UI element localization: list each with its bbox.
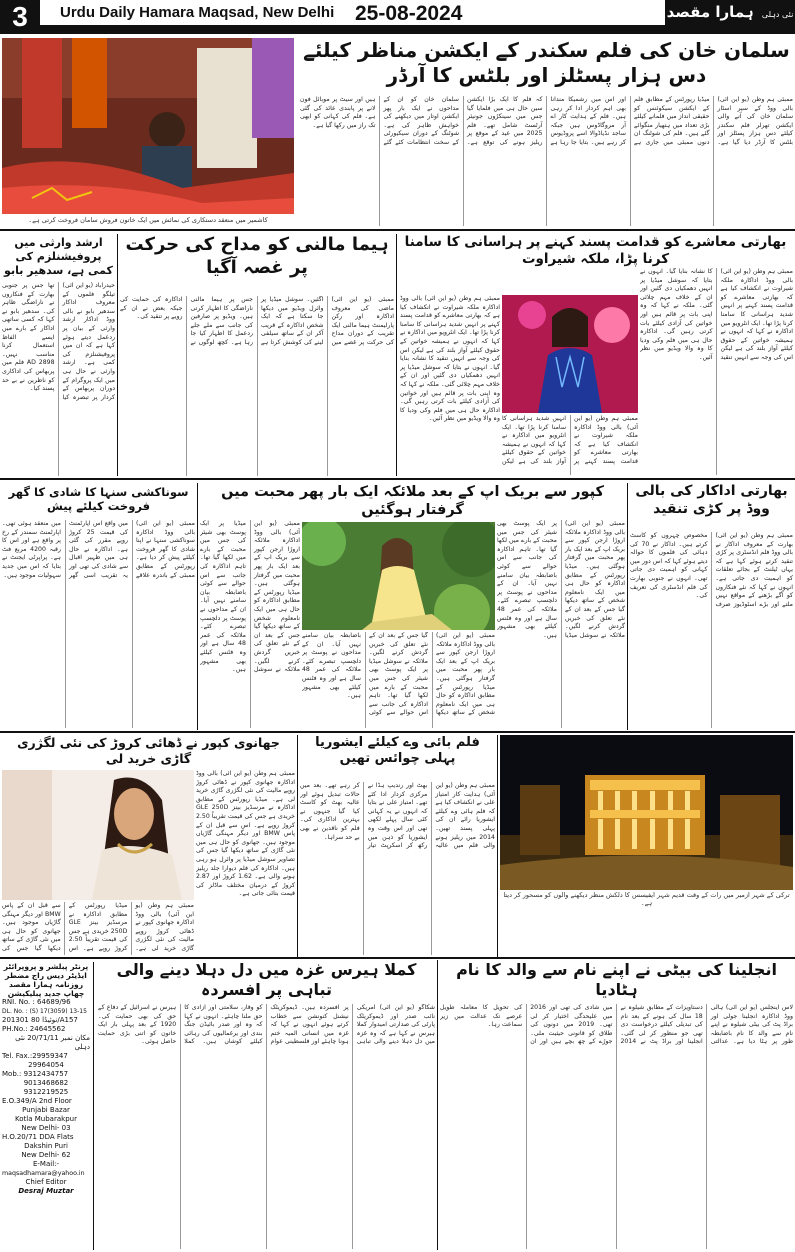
- newspaper-logo: [665, 0, 795, 25]
- divider: [497, 735, 498, 957]
- bazaar-photo-caption: کاشمیر میں منعقد دستکاری کی نمائش میں ایک خاتون فروش سامان فروخت کرتی ہے۔: [28, 216, 268, 224]
- janhvi-body-left: ممبئی ہم وطن (یو این آئی) بالی ووڈ اداکارہ جھانوی کپور نے ڈھائی کروڑ روپے مالیت کی نئی لگژری گاڑی خرید لی ہے۔ میڈیا رپورٹس کے مطابق اداکارہ نے مرسڈیز بینز GLE 250D خریدی ہے جس کی قیمت تقریباً 2.50 کروڑ روپے ہے۔ اس سے قبل ان کے پاس BMW اور دیگر مہنگی گاڑیاں موجود ہیں۔ جھانوی کو حال ہی میں نئی گاڑی کے ساتھ دیکھا گیا جس کی: [2, 902, 194, 952]
- imprint-line: New Delhi- 03: [21, 1124, 71, 1132]
- masthead-bar: [40, 25, 795, 34]
- angelina-headline: انجلینا کی بیٹی نے اپنے نام سے والد کا نام ہٹادیا: [456, 960, 777, 999]
- imprint-line: Kotla Mubarakpur: [15, 1115, 77, 1123]
- mallika-headline: بھارتی معاشرے کو قدامت پسند کہنے پر ہراسانی کا سامنا کرنا پڑا، ملکہ شیراوت: [404, 234, 787, 267]
- imprint-line: مکان نمبر 20/71/11 نئی دہلی: [15, 1034, 90, 1051]
- mallika-body-right: ممبئی ہم وطن (یو این آئی) بالی ووڈ اداکارہ ملکہ شیراوت نے انکشاف کیا ہے کہ بھارتی معاشرے کو قدامت پسند کہنے پر انہیں شدید ہراسانی کا سامنا کرنا پڑا تھا۔ ایک انٹرویو میں اداکارہ نے کہا کہ انہوں نے ہمیشہ خواتین کے حقوق کیلئے آواز بلند کی ہے لیکن اس کی وجہ سے انہیں تنقید کا نشانہ بنایا گیا۔ انہوں نے بتایا کہ سوشل میڈیا پر انہیں دھمکیاں دی گئیں اور ان کے خلاف مہم چلائی گئی۔ ملکہ نے کہا کہ وہ اپنی بات پر قائم ہیں اور خواتین کی آزادی کیلئے بات کرتی رہیں گی۔ اداکارہ حال ہی میں فلم وکی ودیا کا وہ والا ویڈیو میں نظر آئیں۔: [640, 268, 793, 361]
- bazaar-photo: [2, 38, 294, 214]
- aishwarya-body: ممبئی ہم وطن (یو این آئی) ہدایت کار امتیاز علی نے انکشاف کیا ہے کہ فلم ہائی وے کیلئے ایشوریا رائے ان کی پہلی پسند تھیں۔ 2014 میں ریلیز ہونے والی فلم میں عالیہ بھٹ اور رندیپ ہڈا نے مرکزی کردار ادا کئے تھے۔ امتیاز علی نے بتایا کہ انہوں نے یہ کہانی کئی سال پہلے لکھی تھی اور اس وقت وہ ایشوریا کو ذہن میں رکھ کر اسکرپٹ تیار کر رہے تھے۔ بعد میں حالات تبدیل ہوئے اور عالیہ بھٹ کو کاسٹ کیا گیا جنہوں نے بہترین اداکاری کی۔ فلم کو ناقدین نے بھی بے حد سراہا۔: [300, 782, 495, 850]
- bollywood-headline: بھارتی اداکار کی بالی ووڈ پر کڑی تنقید: [635, 483, 788, 517]
- logo-text: ہمارا مقصد: [666, 3, 754, 21]
- salman-body: ممبئی ہم وطن (یو این آئی) بالی ووڈ کے سپر اسٹار سلمان خان کی آنے والی ایکشن تھرلر فلم سکندر کیلئے دس ہزار پسٹلز اور بلٹس کا آرڈر دیا گیا ہے۔ میڈیا رپورٹس کے مطابق فلم کے ایکشن سیکوئنس کو حقیقی انداز میں فلمانے کیلئے بڑی تعداد میں ہتھیار منگوائے گئے ہیں۔ فلم کی شوٹنگ ان دنوں ممبئی میں جاری ہے اور اس میں رشمیکا مندانا بھی اہم کردار ادا کر رہی ہیں۔ فلم کے ہدایت کار اے آر مروگاڈوس ہیں جبکہ ساجد نڈیاڈوالا اسے پروڈیوس کر رہے ہیں۔ بتایا جا رہا ہے کہ فلم کا ایک بڑا ایکشن سین حال ہی میں فلمایا گیا جس میں سینکڑوں جونیئر آرٹسٹ شامل تھے۔ فلم 2025 میں عید کے موقع پر ریلیز ہونے کی توقع ہے۔ سلمان خان کو ان کے مداحوں نے ایک بار پھر ایکشن اوتار میں دیکھنے کی خواہش ظاہر کی ہے۔ شوٹنگ کے دوران سیکیورٹی کے سخت انتظامات کئے گئے ہیں اور سیٹ پر موبائل فون لانے پر پابندی عائد کی گئی ہے۔ فلم کی کہانی کو ابھی تک راز میں رکھا گیا ہے۔: [300, 96, 793, 146]
- kamala-body: شکاگو (یو این آئی) امریکی نائب صدر اور ڈیموکریٹک پارٹی کی صدارتی امیدوار کملا ہیرس نے کہا ہے کہ وہ غزہ میں دل دہلا دینے والی تباہی پر افسردہ ہیں۔ ڈیموکریٹک نیشنل کنونشن سے خطاب کرتے ہوئے انہوں نے کہا کہ غزہ میں انسانی المیہ ختم ہونا چاہئے اور فلسطینی عوام کو وقار، سلامتی اور آزادی کا حق ملنا چاہئے۔ انہوں نے کہا کہ وہ اور صدر بائیڈن جنگ بندی اور یرغمالیوں کی رہائی کیلئے کوشاں ہیں۔ کملا ہیرس نے اسرائیل کے دفاع کے حق کی بھی حمایت کی۔ 1920 کے بعد پہلی بار ایک خاتون کو اتنی بڑی حمایت حاصل ہوئی۔: [98, 1004, 435, 1046]
- divider: [0, 957, 795, 959]
- ephesus-caption: ترکی کے شہر ازمیر میں رات کے وقت قدیم شہر ایفیسس کا دلکش منظر دیکھنے والوں کو مسحور کر دیتا ہے۔: [503, 891, 790, 907]
- imprint-urdu-3: روزنامہ ہمارا مقصد: [8, 980, 84, 989]
- arshad-body: حیدرآباد (یو این آئی) تیلگو فلموں کے معروف اداکار سدھیر بابو نے بالی ووڈ اداکار ارشد وارثی کے بیان پر ردعمل دیتے ہوئے کہا ہے کہ ان میں پروفیشنلزم کی کمی ہے۔ ارشد وارثی نے حال ہی میں ایک پروگرام کے دوران پربھاس کے کردار پر تبصرہ کیا تھا جس پر جنوبی بھارت کے فنکاروں نے ناراضگی ظاہر کی۔ سدھیر بابو نے کہا کہ کسی ساتھی اداکار کے بارے میں ایسے الفاظ استعمال کرنا مناسب نہیں۔ 2898 AD فلم میں پربھاس کی اداکاری کو ناظرین نے بے حد پسند کیا۔: [2, 282, 115, 401]
- hema-headline: ہیما مالنی کو مداح کی حرکت پر غصہ آگیا: [125, 234, 389, 278]
- imprint-line: Punjabi Bazar: [22, 1106, 70, 1114]
- divider: [297, 735, 298, 957]
- mallika-photo: [502, 295, 638, 413]
- imprint-line: RNI. No. : 64689/96: [2, 998, 71, 1006]
- imprint-email: maqsadhamara@yahoo.in: [2, 1170, 85, 1177]
- imprint-line: DL. No. : (S) 17(3059) 13-15: [2, 1008, 87, 1015]
- newspaper-title: Urdu Daily Hamara Maqsad, New Delhi: [60, 4, 335, 21]
- mallika-body-left: ممبئی ہم وطن (یو این آئی) بالی ووڈ اداکارہ ملکہ شیراوت نے انکشاف کیا ہے کہ بھارتی معاشرے کو قدامت پسند کہنے پر انہیں شدید ہراسانی کا سامنا کرنا پڑا تھا۔ ایک انٹرویو میں اداکارہ نے کہا کہ انہوں نے ہمیشہ خواتین کے حقوق کیلئے آواز بلند کی ہے لیکن اس کی وجہ سے انہیں تنقید کا نشانہ بنایا گیا۔ انہوں نے بتایا کہ سوشل میڈیا پر انہیں دھمکیاں دی گئیں اور ان کے خلاف مہم چلائی گئی۔ ملکہ نے کہا کہ وہ اپنی بات پر قائم ہیں اور خواتین کی آزادی کیلئے بات کرتی رہیں گی۔ اداکارہ حال ہی میں فلم وکی ودیا کا وہ والا ویڈیو میں نظر آئیں۔: [400, 295, 500, 423]
- imprint-line: 201301 نوئیڈا 80/A157: [2, 1016, 78, 1024]
- imprint-line: 9013468682: [23, 1079, 69, 1087]
- divider: [197, 483, 198, 730]
- malaika-photo: [302, 522, 495, 630]
- bollywood-body: ممبئی ہم وطن (یو این آئی) بھارت کے معروف اداکار نے بالی ووڈ فلم انڈسٹری پر کڑی تنقید کرتے ہوئے کہا ہے کہ یہاں ٹیلنٹ کے بجائے تعلقات کو اہمیت دی جاتی ہے۔ انہوں نے کہا کہ نئے فنکاروں کو آگے بڑھنے کے مواقع نہیں ملتے اور بڑے اسٹوڈیوز صرف مخصوص چہروں کو کاسٹ کرتے ہیں۔ اداکار نے 70 کی دہائی کی فلموں کا حوالہ دیتے ہوئے کہا کہ اس دور میں کہانی کو اہمیت دی جاتی تھی۔ انہوں نے جنوبی بھارت کی فلم انڈسٹری کی تعریف کی۔: [630, 532, 793, 608]
- malaika-headline: کپور سے بریک اپ کے بعد ملائکہ ایک بار پھر محبت میں گرفتار ہوگئیں: [221, 484, 604, 519]
- imprint-line: Mob.: 9312434757: [2, 1070, 69, 1078]
- imprint-line: H.O.20/71 DDA Flats: [2, 1133, 74, 1141]
- imprint-line: 9312219525: [23, 1088, 69, 1096]
- imprint-editor: Desraj Muztar: [18, 1187, 74, 1195]
- imprint-line: E-Mail:-: [32, 1160, 60, 1168]
- hema-body: ممبئی (یو این آئی) ماضی کی معروف اداکارہ اور رکن پارلیمنٹ ہیما مالنی ایک تقریب کے دوران مداح کی حرکت پر غصے میں آگئیں۔ سوشل میڈیا پر وائرل ویڈیو میں دیکھا جا سکتا ہے کہ ایک شخص اداکارہ کے قریب آکر ان کے ساتھ سیلفی لینے کی کوشش کرتا ہے جس پر ہیما مالنی ناراضگی کا اظہار کرتی ہیں۔ ویڈیو پر صارفین کی جانب سے ملے جلے ردعمل کا اظہار کیا جا رہا ہے۔ کچھ لوگوں نے اداکارہ کی حمایت کی جبکہ بعض نے ان کے رویے پر تنقید کی۔: [120, 296, 394, 346]
- divider: [0, 731, 795, 733]
- janhvi-body: ممبئی ہم وطن (یو این آئی) بالی ووڈ اداکارہ جھانوی کپور نے ڈھائی کروڑ روپے مالیت کی نئی لگژری گاڑی خرید لی ہے۔ میڈیا رپورٹس کے مطابق اداکارہ نے مرسڈیز بینز GLE 250D خریدی ہے جس کی قیمت تقریباً 2.50 کروڑ روپے ہے۔ اس سے قبل ان کے پاس BMW اور دیگر مہنگی گاڑیاں موجود ہیں۔ جھانوی کو حال ہی میں نئی گاڑی کے ساتھ دیکھا گیا جس کی تصاویر سوشل میڈیا پر وائرل ہو رہی ہیں۔ اداکارہ کی فلم دیوارا جلد ریلیز ہونے والی ہے۔ 1.62 کروڑ اور 2.87 کروڑ کے درمیان مختلف ماڈلز کی قیمت بتائی جاتی ہے۔: [196, 770, 295, 898]
- imprint-urdu-2: ایڈیٹر دیس راج مضطر: [5, 971, 87, 980]
- imprint-line: Chief Editor: [25, 1178, 67, 1186]
- aishwarya-headline: فلم بائی وے کیلئے ایشوریا پہلی چوائس تھیں: [315, 735, 480, 767]
- angelina-body: لاس اینجلس (یو این آئی) ہالی ووڈ اداکارہ انجلینا جولی اور براڈ پٹ کی بیٹی شیلوہ نے اپنے نام سے والد کا نام باضابطہ طور پر ہٹا دیا ہے۔ عدالتی دستاویزات کے مطابق شیلوہ نے 18 سال کی ہونے کے بعد نام کی تبدیلی کیلئے درخواست دی تھی جو منظور کر لی گئی۔ انجلینا اور براڈ پٹ نے 2014 میں شادی کی تھی اور 2016 میں علیحدگی اختیار کر لی تھی۔ 2019 میں دونوں کی طلاق کو قانونی حیثیت ملی۔ جوڑے کے چھ بچے ہیں اور ان کی تحویل کا معاملہ طویل عرصے تک عدالت میں زیر سماعت رہا۔: [440, 1004, 793, 1046]
- divider: [396, 234, 397, 476]
- sonakshi-headline: سوناکشی سنہا کا شادی کا گھر فروخت کیلئے پیش: [8, 485, 189, 514]
- logo-sub: نئی دہلی: [761, 10, 794, 19]
- divider: [0, 478, 795, 480]
- imprint-line: PH.No.: 24645562: [2, 1025, 66, 1033]
- imprint-line: Tel. Fax.:29959347: [2, 1052, 68, 1060]
- issue-date: 25-08-2024: [355, 2, 463, 25]
- imprint-line: Dakshin Puri: [24, 1142, 68, 1150]
- ephesus-photo: [500, 735, 793, 890]
- kamala-headline: کملا ہیرس غزہ میں دل دہلا دینے والی تباہی پر افسردہ: [116, 960, 417, 999]
- malaika-body-mid: ممبئی (یو این آئی) بالی ووڈ اداکارہ ملائکہ اروڑا ارجن کپور سے بریک اپ کے بعد ایک بار پھر محبت میں گرفتار ہوگئی ہیں۔ میڈیا رپورٹس کے مطابق اداکارہ کو حال ہی میں ایک نامعلوم شخص کے ساتھ دیکھا گیا جس کے بعد ان کے نئے تعلق کی خبریں گردش کرنے لگیں۔ ملائکہ نے سوشل میڈیا پر ایک پوسٹ بھی شیئر کی جس میں محبت کے بارے میں لکھا گیا تھا۔ تاہم اداکارہ کی جانب سے اس حوالے سے کوئی باضابطہ بیان سامنے نہیں آیا۔ ان کے مداحوں نے پوسٹ پر دلچسپ تبصرے کئے۔ ملائکہ کی عمر 48 سال ہے اور وہ فٹنس کیلئے بھی مشہور ہیں۔: [302, 632, 495, 717]
- malaika-body-left: ممبئی (یو این آئی) بالی ووڈ اداکارہ ملائکہ اروڑا ارجن کپور سے بریک اپ کے بعد ایک بار پھر محبت میں گرفتار ہوگئی ہیں۔ میڈیا رپورٹس کے مطابق اداکارہ کو حال ہی میں ایک نامعلوم شخص کے ساتھ دیکھا گیا جس کے بعد ان کے نئے تعلق کی خبریں گردش کرنے لگیں۔ ملائکہ نے سوشل میڈیا پر ایک پوسٹ بھی شیئر کی جس میں محبت کے بارے میں لکھا گیا تھا۔ تاہم اداکارہ کی جانب سے اس حوالے سے کوئی باضابطہ بیان سامنے نہیں آیا۔ ان کے مداحوں نے پوسٹ پر دلچسپ تبصرے کئے۔ ملائکہ کی عمر 48 سال ہے اور وہ فٹنس کیلئے بھی مشہور ہیں۔: [200, 520, 300, 674]
- imprint-line: E.O.349/A 2nd Floor: [2, 1097, 72, 1105]
- divider: [117, 234, 118, 476]
- mallika-body-bottom: ممبئی ہم وطن (یو این آئی) بالی ووڈ اداکارہ ملکہ شیراوت نے انکشاف کیا ہے کہ بھارتی معاشرے کو قدامت پسند کہنے پر انہیں شدید ہراسانی کا سامنا کرنا پڑا تھا۔ ایک انٹرویو میں اداکارہ نے کہا کہ انہوں نے ہمیشہ خواتین کے حقوق کیلئے آواز بلند کی ہے لیکن: [502, 415, 638, 465]
- janhvi-headline: جھانوی کپور نے ڈھائی کروڑ کی نئی لگژری گاڑی خرید لی: [17, 735, 280, 766]
- divider: [437, 960, 438, 1250]
- janhvi-photo: [2, 770, 194, 900]
- arshad-headline: ارشد وارثی میں پروفیشنلزم کی کمی ہے، سدھیر بابو: [4, 236, 113, 277]
- imprint-box: [2, 962, 94, 1250]
- malaika-body-right: ممبئی (یو این آئی) بالی ووڈ اداکارہ ملائکہ اروڑا ارجن کپور سے بریک اپ کے بعد ایک بار پھر محبت میں گرفتار ہوگئی ہیں۔ میڈیا رپورٹس کے مطابق اداکارہ کو حال ہی میں ایک نامعلوم شخص کے ساتھ دیکھا گیا جس کے بعد ان کے نئے تعلق کی خبریں گردش کرنے لگیں۔ ملائکہ نے سوشل میڈیا پر ایک پوسٹ بھی شیئر کی جس میں محبت کے بارے میں لکھا گیا تھا۔ تاہم اداکارہ کی جانب سے اس حوالے سے کوئی باضابطہ بیان سامنے نہیں آیا۔ ان کے مداحوں نے پوسٹ پر دلچسپ تبصرے کئے۔ ملائکہ کی عمر 48 سال ہے اور وہ فٹنس کیلئے بھی مشہور ہیں۔: [497, 520, 625, 639]
- page-number: 3: [0, 0, 40, 34]
- imprint-line: 29964054: [28, 1061, 64, 1069]
- divider: [627, 483, 628, 730]
- imprint-urdu-4: چھاپ جدید پبلیکیشن: [7, 989, 85, 998]
- divider: [0, 229, 795, 231]
- salman-headline: سلمان خان کی فلم سکندر کے ایکشن مناظر کیلئے دس ہزار پسٹلز اور بلٹس کا آرڈر: [303, 38, 790, 87]
- sonakshi-body: ممبئی (یو این آئی) بالی ووڈ اداکارہ سوناکشی سنہا نے اپنا شادی کا گھر فروخت کیلئے پیش کر دیا ہے۔ رپورٹس کے مطابق ممبئی کے باندرہ علاقے میں واقع اس اپارٹمنٹ کی قیمت 25 کروڑ روپے مقرر کی گئی ہے۔ اداکارہ نے حال ہی میں ظہیر اقبال سے شادی کی تھی اور یہ تقریب اسی گھر میں منعقد ہوئی تھی۔ اپارٹمنٹ سمندر کے رخ پر واقع ہے اور اس کا رقبہ 4200 مربع فٹ ہے۔ پراپرٹی ایجنٹ نے بتایا کہ اس میں جدید سہولیات موجود ہیں۔: [2, 520, 195, 579]
- imprint-urdu-1: پرنٹر پبلشر و پروپرائٹر: [3, 962, 89, 971]
- imprint-line: New Delhi- 62: [21, 1151, 71, 1159]
